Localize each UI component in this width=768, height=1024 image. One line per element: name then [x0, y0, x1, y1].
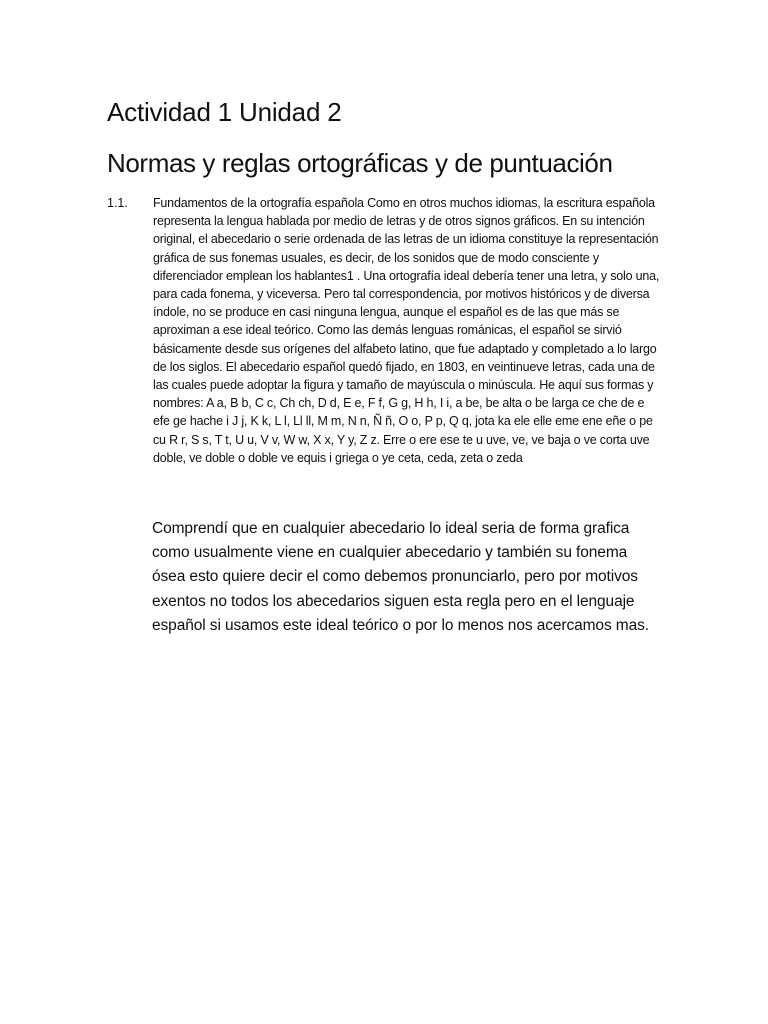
summary-paragraph: Comprendí que en cualquier abecedario lo ideal seria de forma grafica como usualmente viene en cualquier abecedario y también su fonema ósea esto quiere decir el como debemos pronunciarlo, pero por motivos exentos no todos los abecedarios siguen esta regla pero en el lenguaje español si usamos este ideal teórico o por lo menos nos acercamos mas.: [152, 520, 650, 634]
document-title: Actividad 1 Unidad 2: [107, 97, 342, 127]
document-subtitle: Normas y reglas ortográficas y de puntuación: [107, 148, 613, 178]
section-number: 1.1.: [107, 196, 128, 210]
section-paragraph: Fundamentos de la ortografía española Como en otros muchos idiomas, la escritura española representa la lengua hablada por medio de letras y de otros signos gráficos. En su intención original, el abecedario o serie ordenada de las letras de un idioma constituye la representación gráfica de sus fonemas usuales, es decir, de los sonidos que de modo consciente y diferenciador emplean los hablantes1 . Una ortografía ideal debería tener una letra, y solo una, para cada fonema, y viceversa. Pero tal correspondencia, por motivos históricos y de diversa índole, no se produce en casi ninguna lengua, aunque el español es de las que más se aproximan a ese ideal teórico. Como las demás lenguas románicas, el español se sirvió básicamente desde sus orígenes del alfabeto latino, que fue adaptado y completado a lo largo de los siglos. El abecedario español quedó fijado, en 1803, en veintinueve letras, cada una de las cuales puede adoptar la figura y tamaño de mayúscula o minúscula. He aquí sus formas y nombres: A a, B b, C c, Ch ch, D d, E e, F f, G g, H h, I i, a be, be alta o be larga ce che de e efe ge hache i J j, K k, L l, Ll ll, M m, N n, Ñ ñ, O o, P p, Q q, jota ka ele elle eme ene eñe o pe cu R r, S s, T t, U u, V v, W w, X x, Y y, Z z. Erre o ere ese te u uve, ve, ve baja o ve corta uve doble, ve doble o doble ve equis i griega o ye ceta, ceda, zeta o zeda: [153, 196, 660, 465]
